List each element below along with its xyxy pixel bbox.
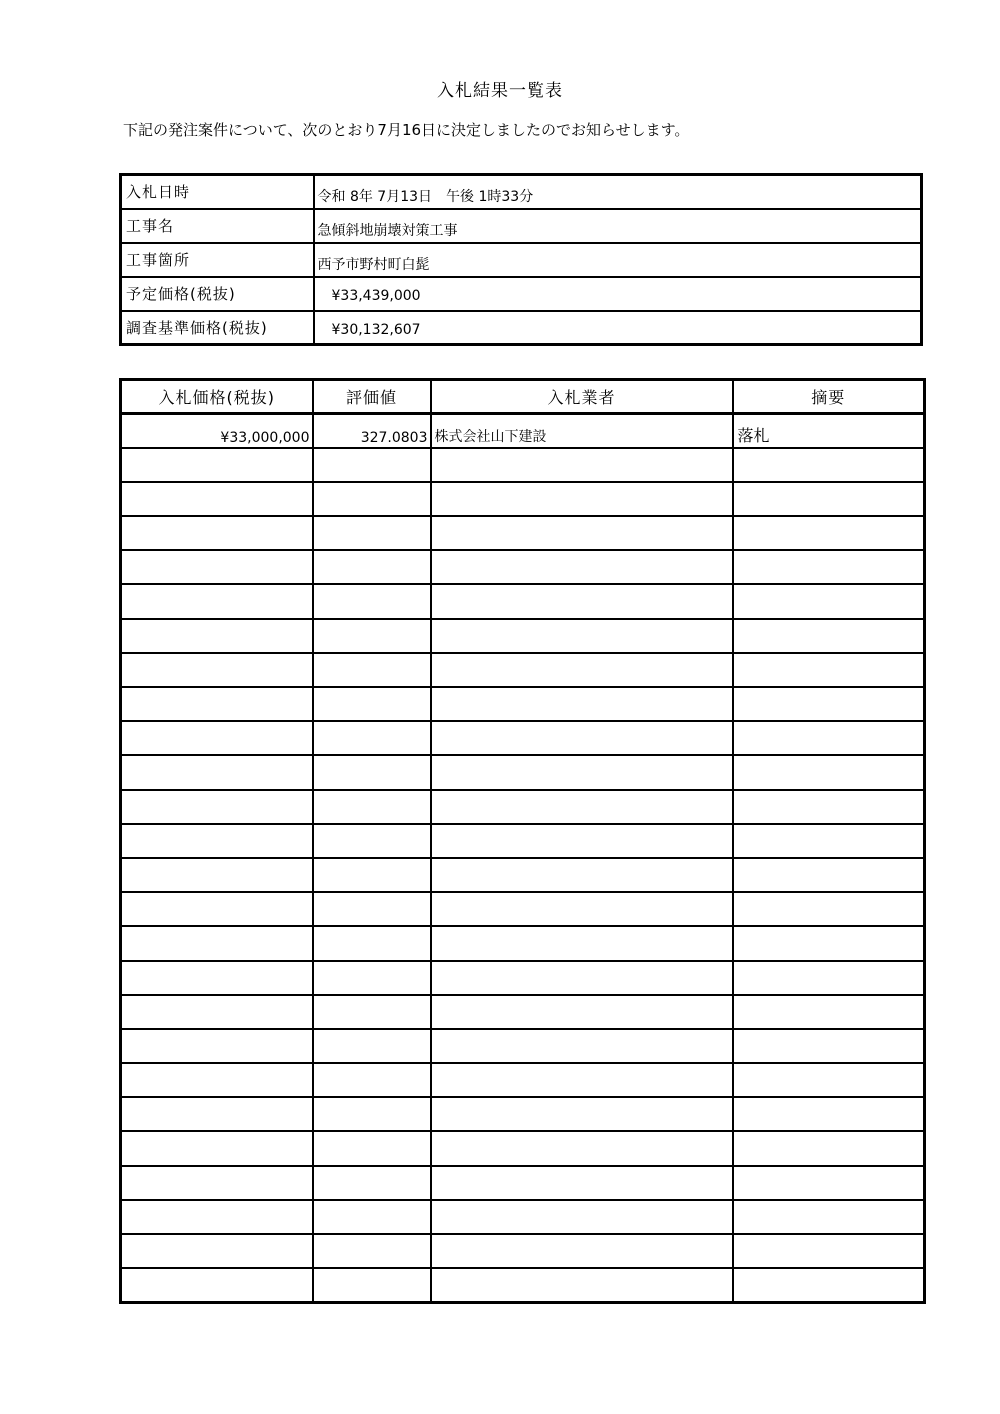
bidder-cell [431, 755, 733, 789]
bidder-cell [431, 584, 733, 618]
remarks-cell [733, 1166, 925, 1200]
remarks-cell [733, 1029, 925, 1063]
bidder-cell [431, 1166, 733, 1200]
header-evaluation-score: 評価値 [313, 380, 431, 414]
empty-table-row [121, 1268, 925, 1302]
bid-price-cell [121, 1097, 313, 1131]
evaluation-score-cell [313, 584, 431, 618]
bidder-cell [431, 516, 733, 550]
remarks-cell [733, 995, 925, 1029]
empty-table-row [121, 1166, 925, 1200]
evaluation-score-cell [313, 1234, 431, 1268]
page-title: 入札結果一覧表 [437, 81, 563, 101]
empty-table-row [121, 858, 925, 892]
bidder-cell [431, 687, 733, 721]
info-label: 予定価格(税抜) [121, 277, 314, 311]
remarks-cell [733, 1063, 925, 1097]
evaluation-score-cell [313, 687, 431, 721]
evaluation-score-cell [313, 892, 431, 926]
info-label: 調査基準価格(税抜) [121, 311, 314, 345]
remarks-cell [733, 619, 925, 653]
empty-table-row [121, 1200, 925, 1234]
evaluation-score-cell [313, 961, 431, 995]
evaluation-score-cell [313, 1131, 431, 1165]
remarks-cell [733, 755, 925, 789]
bid-price-cell [121, 790, 313, 824]
empty-table-row [121, 653, 925, 687]
bid-price-cell [121, 619, 313, 653]
empty-table-row [121, 824, 925, 858]
evaluation-score-cell: 327.0803 [313, 414, 431, 448]
evaluation-score-cell [313, 448, 431, 482]
remarks-cell [733, 550, 925, 584]
bid-price-cell [121, 892, 313, 926]
remarks-cell [733, 687, 925, 721]
bid-price-cell [121, 653, 313, 687]
bid-price-cell [121, 584, 313, 618]
bidder-cell: 株式会社山下建設 [431, 414, 733, 448]
evaluation-score-cell [313, 482, 431, 516]
evaluation-score-cell [313, 1166, 431, 1200]
remarks-cell [733, 653, 925, 687]
bidder-cell [431, 892, 733, 926]
bid-price-cell [121, 1131, 313, 1165]
bidder-cell [431, 1063, 733, 1097]
evaluation-score-cell [313, 926, 431, 960]
info-value: 西予市野村町白髭 [314, 243, 922, 277]
empty-table-row [121, 516, 925, 550]
info-value: ¥33,439,000 [314, 277, 922, 311]
bid-price-cell [121, 755, 313, 789]
bid-price-cell [121, 1063, 313, 1097]
remarks-cell [733, 516, 925, 550]
bid-price-cell [121, 961, 313, 995]
bidder-cell [431, 550, 733, 584]
evaluation-score-cell [313, 790, 431, 824]
bid-price-cell [121, 1268, 313, 1302]
bid-price-cell [121, 687, 313, 721]
remarks-cell [733, 584, 925, 618]
bidder-cell [431, 448, 733, 482]
bid-price-cell [121, 1200, 313, 1234]
evaluation-score-cell [313, 1097, 431, 1131]
empty-table-row [121, 721, 925, 755]
remarks-cell [733, 1234, 925, 1268]
bidder-cell [431, 482, 733, 516]
evaluation-score-cell [313, 619, 431, 653]
empty-table-row [121, 961, 925, 995]
empty-table-row [121, 892, 925, 926]
info-row-planned-price [121, 277, 922, 311]
remarks-cell [733, 1131, 925, 1165]
info-value: 令和 8年 7月13日 午後 1時33分 [314, 175, 922, 209]
empty-table-row [121, 687, 925, 721]
bid-results-table [119, 378, 926, 1304]
remarks-cell [733, 1097, 925, 1131]
empty-table-row [121, 790, 925, 824]
bidder-cell [431, 1268, 733, 1302]
empty-table-row [121, 1029, 925, 1063]
bid-info-table [119, 173, 923, 346]
bidder-cell [431, 858, 733, 892]
evaluation-score-cell [313, 995, 431, 1029]
bidder-cell [431, 926, 733, 960]
info-row-bid-datetime [121, 175, 922, 209]
header-bid-price: 入札価格(税抜) [121, 380, 313, 414]
bid-price-cell [121, 926, 313, 960]
bidder-cell [431, 961, 733, 995]
bid-price-cell [121, 858, 313, 892]
evaluation-score-cell [313, 824, 431, 858]
info-label: 入札日時 [121, 175, 314, 209]
bidder-cell [431, 721, 733, 755]
evaluation-score-cell [313, 516, 431, 550]
remarks-cell [733, 448, 925, 482]
bidder-cell [431, 824, 733, 858]
remarks-cell [733, 721, 925, 755]
remarks-cell [733, 926, 925, 960]
evaluation-score-cell [313, 1200, 431, 1234]
empty-table-row [121, 1063, 925, 1097]
bid-price-cell: ¥33,000,000 [121, 414, 313, 448]
evaluation-score-cell [313, 653, 431, 687]
notice-text: 下記の発注案件について、次のとおり7月16日に決定しましたのでお知らせします。 [123, 121, 690, 139]
info-label: 工事名 [121, 209, 314, 243]
bidder-cell [431, 1029, 733, 1063]
bidder-cell [431, 1097, 733, 1131]
empty-table-row [121, 584, 925, 618]
bid-price-cell [121, 1166, 313, 1200]
remarks-cell [733, 1268, 925, 1302]
empty-table-row [121, 995, 925, 1029]
evaluation-score-cell [313, 550, 431, 584]
evaluation-score-cell [313, 1268, 431, 1302]
header-bidder: 入札業者 [431, 380, 733, 414]
bid-price-cell [121, 824, 313, 858]
empty-table-row [121, 755, 925, 789]
empty-table-row [121, 1234, 925, 1268]
empty-table-row [121, 926, 925, 960]
bid-price-cell [121, 550, 313, 584]
header-remarks: 摘要 [733, 380, 925, 414]
evaluation-score-cell [313, 858, 431, 892]
results-header-row [121, 380, 925, 414]
bid-price-cell [121, 482, 313, 516]
bid-price-cell [121, 448, 313, 482]
evaluation-score-cell [313, 755, 431, 789]
info-row-survey-base-price [121, 311, 922, 345]
info-label: 工事箇所 [121, 243, 314, 277]
bid-price-cell [121, 721, 313, 755]
bid-price-cell [121, 1029, 313, 1063]
evaluation-score-cell [313, 1063, 431, 1097]
bid-price-cell [121, 995, 313, 1029]
bidder-cell [431, 1234, 733, 1268]
info-row-project-name [121, 209, 922, 243]
empty-table-row [121, 1131, 925, 1165]
empty-table-row [121, 482, 925, 516]
remarks-cell [733, 790, 925, 824]
empty-table-row [121, 619, 925, 653]
remarks-cell [733, 892, 925, 926]
bid-price-cell [121, 516, 313, 550]
evaluation-score-cell [313, 721, 431, 755]
empty-table-row [121, 448, 925, 482]
info-value: 急傾斜地崩壊対策工事 [314, 209, 922, 243]
bid-price-cell [121, 1234, 313, 1268]
remarks-cell: 落札 [733, 414, 925, 448]
bidder-cell [431, 1131, 733, 1165]
bidder-cell [431, 790, 733, 824]
bidder-cell [431, 1200, 733, 1234]
remarks-cell [733, 824, 925, 858]
remarks-cell [733, 961, 925, 995]
remarks-cell [733, 482, 925, 516]
table-row [121, 414, 925, 448]
remarks-cell [733, 858, 925, 892]
empty-table-row [121, 1097, 925, 1131]
bidder-cell [431, 619, 733, 653]
info-value: ¥30,132,607 [314, 311, 922, 345]
info-row-project-location [121, 243, 922, 277]
evaluation-score-cell [313, 1029, 431, 1063]
bidder-cell [431, 995, 733, 1029]
empty-table-row [121, 550, 925, 584]
remarks-cell [733, 1200, 925, 1234]
bidder-cell [431, 653, 733, 687]
